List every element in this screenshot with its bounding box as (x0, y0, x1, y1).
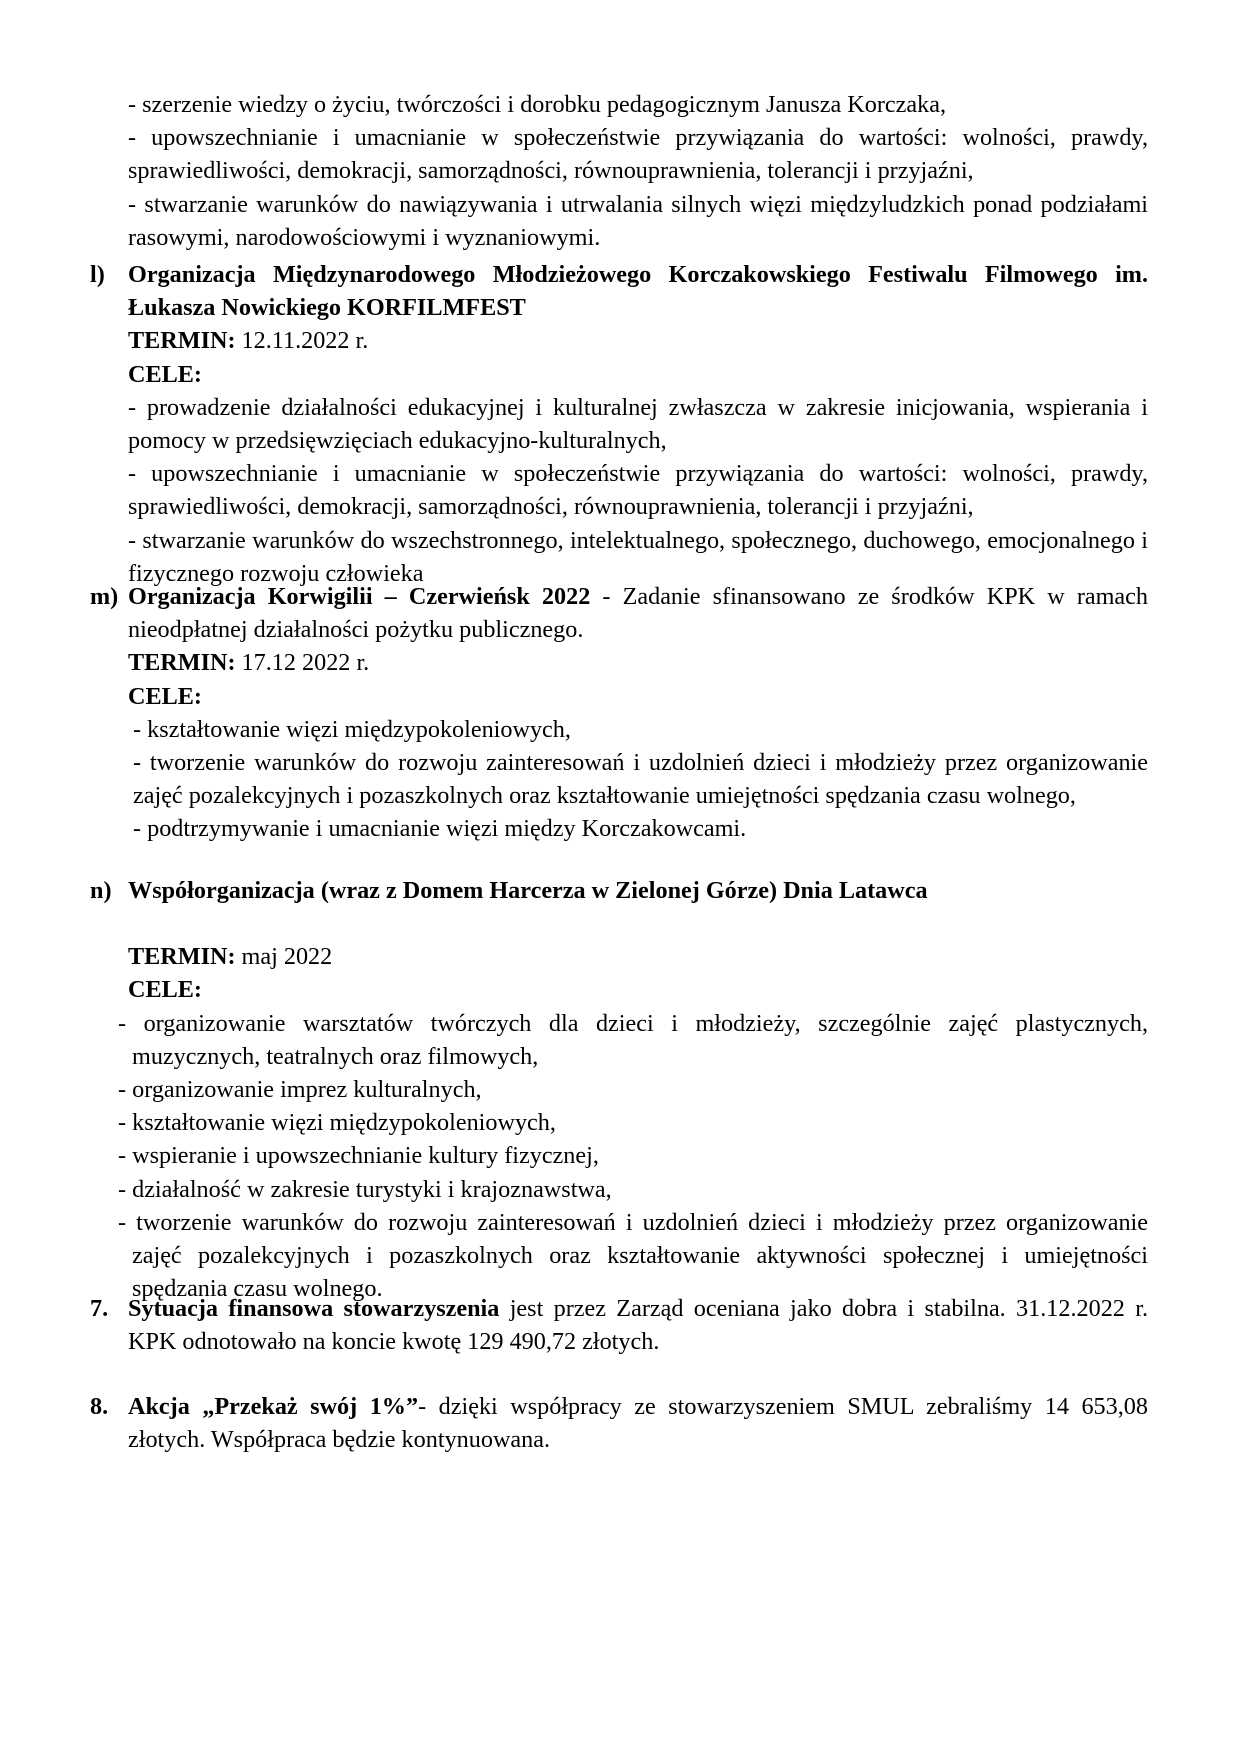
section-l-goal-1: - prowadzenie działalności edukacyjnej i kulturalnej zwłaszcza w zakresie inicjowania, wspierania i pomocy w przedsięwzięciach edukacyjno-kulturalnych, (128, 393, 1148, 455)
section-7-rest: jest przez Zarząd oceniana jako dobra i stabilna. 31.12.2022 r. KPK odnotowało na koncie kwotę 129 490,72 złotych. (128, 1295, 1148, 1356)
section-8 (90, 1390, 1148, 1456)
section-8-title: Akcja „Przekaż swój 1%” (128, 1393, 419, 1420)
section-l-goal-3: - stwarzanie warunków do wszechstronnego, intelektualnego, społecznego, duchowego, emocjonalnego i fizycznego rozwoju człowieka (128, 526, 1148, 587)
section-7-title: Sytuacja finansowa stowarzyszenia (128, 1295, 500, 1322)
section-n-goal-1: - organizowanie warsztatów twórczych dla dzieci i młodzieży, szczególnie zajęć plastycznych, muzycznych, teatralnych oraz filmowych, (118, 1009, 1148, 1070)
intro-line-3: - stwarzanie warunków do nawiązywania i utrwalania silnych więzi międzyludzkich ponad podziałami rasowymi, narodowościowymi i wyznaniowymi. (128, 190, 1148, 251)
section-n-spacer (128, 907, 1148, 940)
termin-label: TERMIN: (128, 649, 236, 677)
section-m-label: m) (90, 583, 119, 610)
section-l-title: Organizacja Międzynarodowego Młodzieżowego Korczakowskiego Festiwalu Filmowego im. Łukasza Nowickiego KORFILMFEST (128, 261, 1148, 322)
section-n-cele: CELE: (128, 976, 202, 1004)
termin-value: 12.11.2022 r. (235, 327, 369, 355)
section-l-cele: CELE: (128, 360, 202, 388)
section-n-title: Współorganizacja (wraz z Domem Harcerza w Zielonej Górze) Dnia Latawca (128, 877, 928, 904)
section-n (90, 874, 1148, 1305)
section-n-termin (128, 940, 1148, 973)
intro-line-1: - szerzenie wiedzy o życiu, twórczości i dorobku pedagogicznym Janusza Korczaka, (128, 91, 947, 118)
termin-value: maj 2022 (235, 943, 333, 971)
termin-label: TERMIN: (128, 943, 236, 971)
section-m-goal-1: - kształtowanie więzi międzypokoleniowych, (133, 715, 571, 743)
section-n-goal-2: - organizowanie imprez kulturalnych, (118, 1076, 482, 1104)
section-m-title-rest: - Zadanie sfinansowano ze środków KPK w ramach nieodpłatnej działalności pożytku publicznego. (128, 583, 1149, 644)
section-n-goal-3: - kształtowanie więzi międzypokoleniowych, (118, 1109, 556, 1137)
termin-label: TERMIN: (128, 327, 236, 355)
section-8-text (128, 1390, 1148, 1456)
section-8-label: 8. (90, 1393, 109, 1420)
section-m (90, 580, 1148, 846)
section-l (90, 258, 1148, 590)
section-7-text (128, 1292, 1148, 1358)
section-m-termin (128, 646, 1148, 679)
section-n-goal-5: - działalność w zakresie turystyki i krajoznawstwa, (118, 1175, 612, 1203)
section-n-goal-4: - wspieranie i upowszechnianie kultury fizycznej, (118, 1142, 599, 1170)
section-n-label: n) (90, 877, 112, 904)
section-l-termin (128, 324, 1148, 357)
section-7-label: 7. (90, 1295, 109, 1322)
section-m-title-line (128, 580, 1148, 646)
section-m-title: Organizacja Korwigilii – Czerwieńsk 2022 (128, 583, 591, 610)
section-n-goal-6: - tworzenie warunków do rozwoju zainteresowań i uzdolnień dzieci i młodzieży przez organizowanie zajęć pozalekcyjnych i pozaszkolnych oraz kształtowanie aktywności społecznej i umiejętności spędzania czasu wolnego. (118, 1208, 1148, 1303)
section-m-goal-3: - podtrzymywanie i umacnianie więzi między Korczakowcami. (133, 815, 747, 843)
section-l-goal-2: - upowszechnianie i umacnianie w społeczeństwie przywiązania do wartości: wolności, prawdy, sprawiedliwości, demokracji, samorządności, równouprawnienia, tolerancji i przyjaźni, (128, 460, 1148, 521)
intro-line-2: - upowszechnianie i umacnianie w społeczeństwie przywiązania do wartości: wolności, prawdy, sprawiedliwości, demokracji, samorządności, równouprawnienia, tolerancji i przyjaźni, (128, 124, 1148, 185)
intro-block (90, 88, 1148, 254)
section-8-rest: - dzięki współpracy ze stowarzyszeniem SMUL zebraliśmy 14 653,08 złotych. Współpraca będzie kontynuowana. (128, 1393, 1148, 1454)
section-m-cele: CELE: (128, 682, 202, 710)
section-m-goal-2: - tworzenie warunków do rozwoju zainteresowań i uzdolnień dzieci i młodzieży przez organizowanie zajęć pozalekcyjnych i pozaszkolnych oraz kształtowanie umiejętności spędzania czasu wolnego, (133, 749, 1148, 810)
section-l-label: l) (90, 261, 105, 288)
termin-value: 17.12 2022 r. (235, 649, 370, 677)
section-7 (90, 1292, 1148, 1358)
